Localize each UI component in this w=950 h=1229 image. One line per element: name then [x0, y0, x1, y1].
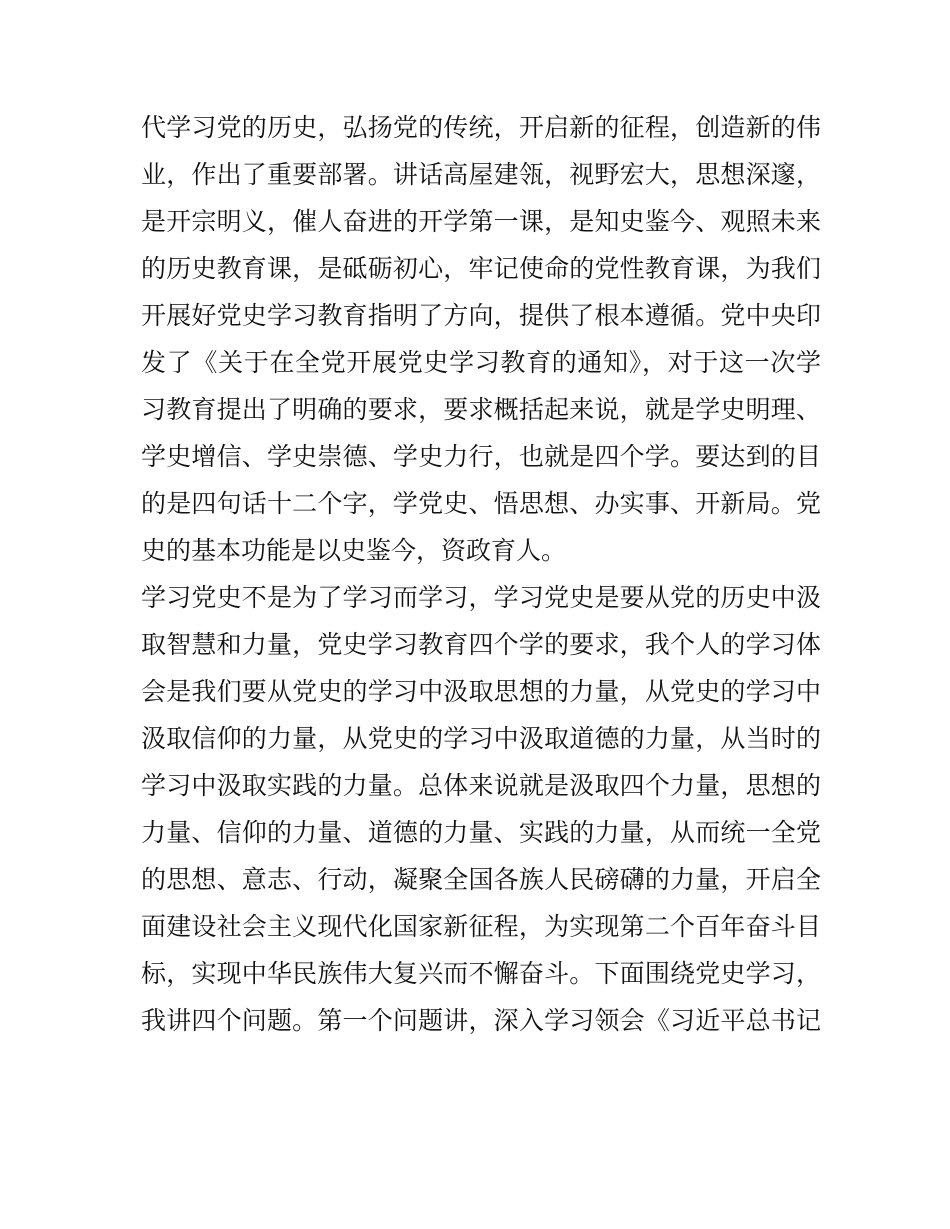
text-line: 取智慧和力量，党史学习教育四个学的要求，我个人的学习体 — [141, 630, 821, 659]
text-line: 的历史教育课，是砥砺初心，牢记使命的党性教育课，为我们 — [141, 254, 821, 283]
text-line: 发了《关于在全党开展党史学习教育的通知》，对于这一次学 — [141, 348, 821, 377]
text-line: 标，实现中华民族伟大复兴而不懈奋斗。下面围绕党史学习， — [141, 959, 821, 988]
text-line: 习教育提出了明确的要求，要求概括起来说，就是学史明理、 — [141, 395, 821, 424]
text-line-last: 史的基本功能是以史鉴今，资政育人。 — [141, 536, 567, 565]
text-line: 开展好党史学习教育指明了方向，提供了根本遵循。党中央印 — [141, 301, 821, 330]
text-line: 学习党史不是为了学习而学习，学习党史是要从党的历史中汲 — [141, 583, 821, 612]
text-line: 会是我们要从党史的学习中汲取思想的力量，从党史的学习中 — [141, 677, 821, 706]
paragraph-2 — [141, 574, 821, 1044]
text-line: 我讲四个问题。第一个问题讲，深入学习领会《习近平总书记 — [141, 1006, 821, 1035]
body-text — [141, 104, 821, 1044]
text-line: 业，作出了重要部署。讲话高屋建瓴，视野宏大，思想深邃， — [141, 160, 821, 189]
text-line: 学习中汲取实践的力量。总体来说就是汲取四个力量，思想的 — [141, 771, 821, 800]
text-line: 代学习党的历史，弘扬党的传统，开启新的征程，创造新的伟 — [141, 113, 821, 142]
text-line: 面建设社会主义现代化国家新征程，为实现第二个百年奋斗目 — [141, 912, 821, 941]
text-line: 是开宗明义，催人奋进的开学第一课，是知史鉴今、观照未来 — [141, 207, 821, 236]
paragraph-1 — [141, 104, 821, 574]
text-line: 汲取信仰的力量，从党史的学习中汲取道德的力量，从当时的 — [141, 724, 821, 753]
text-line: 力量、信仰的力量、道德的力量、实践的力量，从而统一全党 — [141, 818, 821, 847]
text-line: 学史增信、学史崇德、学史力行，也就是四个学。要达到的目 — [141, 442, 821, 471]
text-line: 的是四句话十二个字，学党史、悟思想、办实事、开新局。党 — [141, 489, 821, 518]
text-line: 的思想、意志、行动，凝聚全国各族人民磅礴的力量，开启全 — [141, 865, 821, 894]
